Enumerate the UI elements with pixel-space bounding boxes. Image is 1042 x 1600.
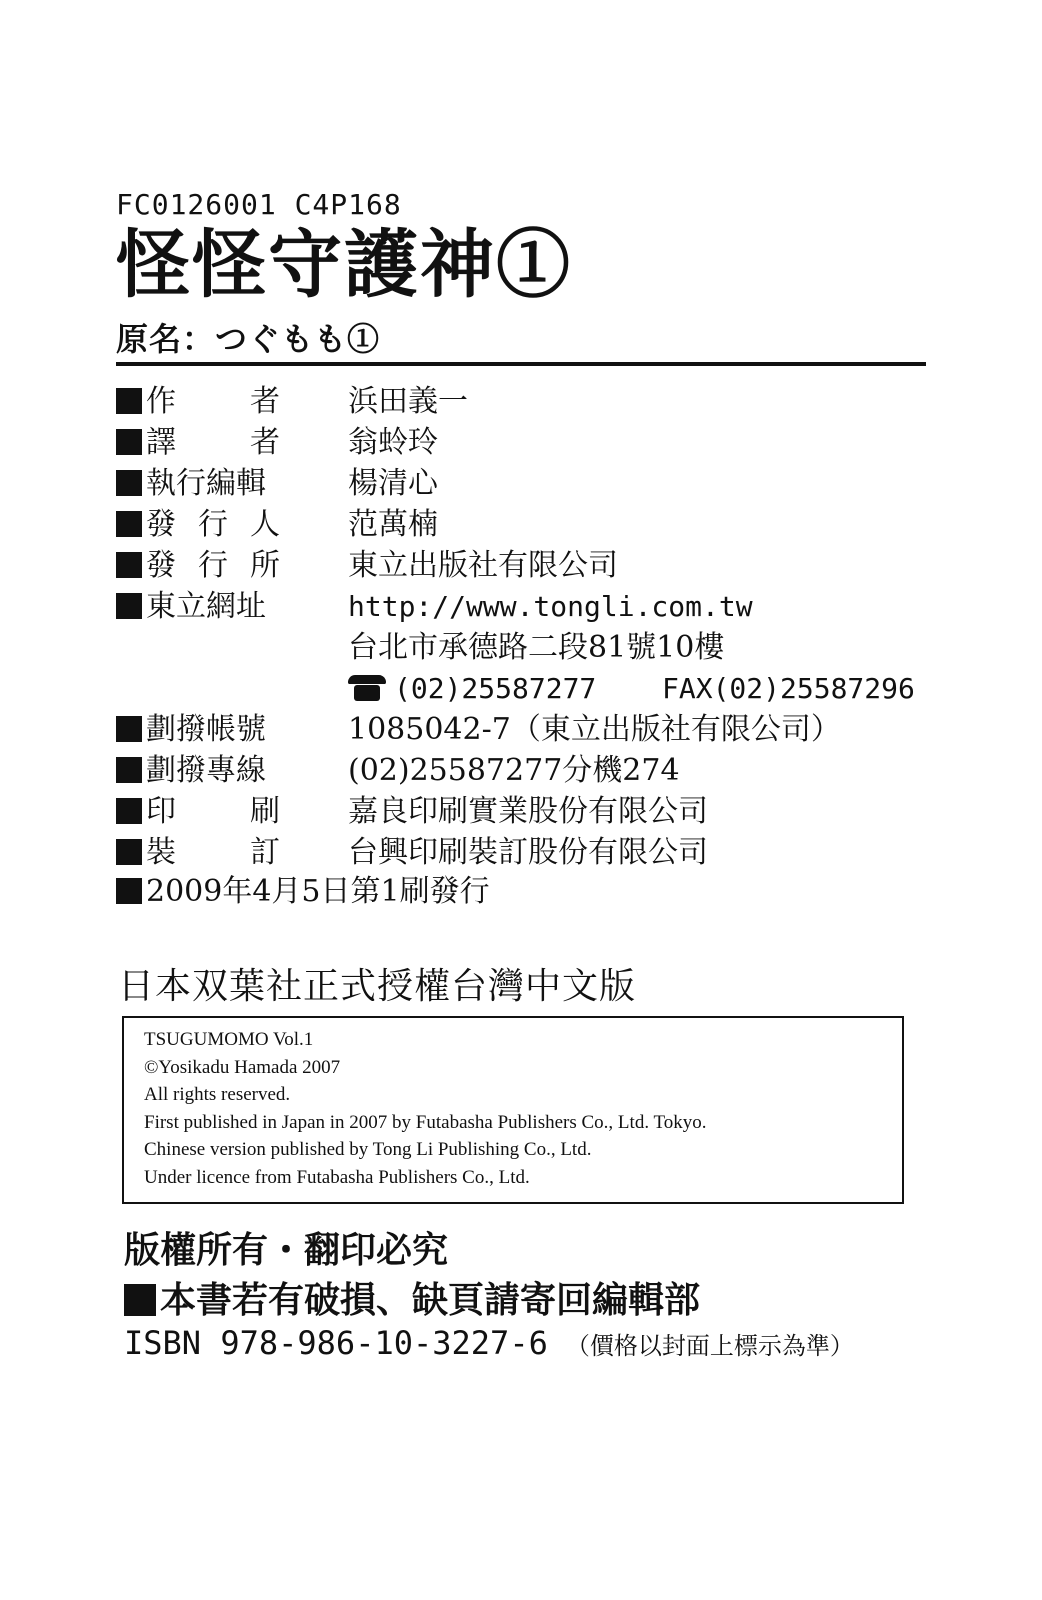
square-bullet-icon <box>116 429 142 455</box>
credit-value: 嘉良印刷實業股份有限公司 <box>348 794 708 829</box>
copyright-line: All rights reserved. <box>144 1084 291 1106</box>
fax-number: FAX(02)25587296 <box>662 672 915 705</box>
book-title: 怪怪守護神① <box>116 222 572 308</box>
square-bullet-icon <box>116 757 142 783</box>
license-statement: 日本双葉社正式授權台灣中文版 <box>118 966 637 1007</box>
publish-date: 2009年4月5日第1刷發行 <box>146 874 490 909</box>
credit-value: 范萬楠 <box>348 507 438 542</box>
square-bullet-icon <box>116 470 142 496</box>
credit-label: 發 行 人 <box>146 507 280 542</box>
square-bullet-icon <box>116 511 142 537</box>
phone-number: (02)25587277 <box>394 672 597 705</box>
credit-label: 裝 訂 <box>146 835 280 870</box>
credit-label: 印 刷 <box>146 794 280 829</box>
credit-row-author <box>116 382 916 422</box>
credit-label: 劃撥專線 <box>146 753 266 788</box>
title-divider <box>116 362 926 366</box>
credit-row-postal-hotline <box>116 751 916 791</box>
publisher-address: 台北市承德路二段81號10樓 <box>348 630 725 665</box>
credit-label: 發 行 所 <box>146 548 280 583</box>
credit-row-binder <box>116 833 916 873</box>
square-bullet-icon <box>116 878 142 904</box>
rights-reserved-notice: 版權所有・翻印必究 <box>124 1229 449 1271</box>
telephone-icon <box>348 675 386 701</box>
phone-number-group <box>348 669 915 709</box>
credit-row-translator <box>116 423 916 463</box>
credit-value: 台興印刷裝訂股份有限公司 <box>348 835 708 870</box>
credit-value: (02)25587277分機274 <box>348 753 680 788</box>
credit-value: 楊清心 <box>348 466 438 501</box>
square-bullet-icon <box>124 1284 156 1316</box>
credit-value: 東立出版社有限公司 <box>348 548 618 583</box>
credit-row-address <box>116 628 916 668</box>
website-url: http://www.tongli.com.tw <box>348 590 753 623</box>
credit-row-phone <box>116 669 916 709</box>
credit-row-postal-account <box>116 710 916 750</box>
copyright-line: Under licence from Futabasha Publishers Co., Ltd. <box>144 1166 530 1188</box>
credit-row-issuer <box>116 505 916 545</box>
credit-row-printer <box>116 792 916 832</box>
credit-row-website <box>116 587 916 627</box>
product-code: FC0126001 C4P168 <box>116 188 402 221</box>
credit-label: 執行編輯 <box>146 466 266 501</box>
publish-date-row <box>116 872 490 912</box>
damage-return-notice: 本書若有破損、缺頁請寄回編輯部 <box>124 1272 700 1323</box>
copyright-line: ©Yosikadu Hamada 2007 <box>144 1056 341 1078</box>
isbn-number: ISBN 978-986-10-3227-6 <box>124 1324 548 1362</box>
copyright-line: TSUGUMOMO Vol.1 <box>144 1029 314 1050</box>
copyright-line: First published in Japan in 2007 by Futabasha Publishers Co., Ltd. Tokyo. <box>144 1111 707 1133</box>
credit-label: 劃撥帳號 <box>146 712 266 747</box>
square-bullet-icon <box>116 552 142 578</box>
copyright-line: Chinese version published by Tong Li Publishing Co., Ltd. <box>144 1139 592 1161</box>
isbn-line <box>124 1324 854 1362</box>
credit-label: 譯 者 <box>146 425 280 460</box>
square-bullet-icon <box>116 716 142 742</box>
english-copyright-box <box>122 1016 904 1204</box>
credit-value: 1085042-7（東立出版社有限公司） <box>348 712 841 747</box>
credit-row-editor <box>116 464 916 504</box>
credit-row-publisher <box>116 546 916 586</box>
credit-value: 浜田義一 <box>348 384 468 419</box>
square-bullet-icon <box>116 593 142 619</box>
original-title: 原名：つぐもも① <box>116 320 381 358</box>
square-bullet-icon <box>116 839 142 865</box>
credit-label: 東立網址 <box>146 589 266 624</box>
square-bullet-icon <box>116 388 142 414</box>
square-bullet-icon <box>116 798 142 824</box>
credit-label: 作 者 <box>146 384 280 419</box>
credit-value: 翁蛉玲 <box>348 425 438 460</box>
price-note: （價格以封面上標示為準） <box>565 1332 854 1360</box>
